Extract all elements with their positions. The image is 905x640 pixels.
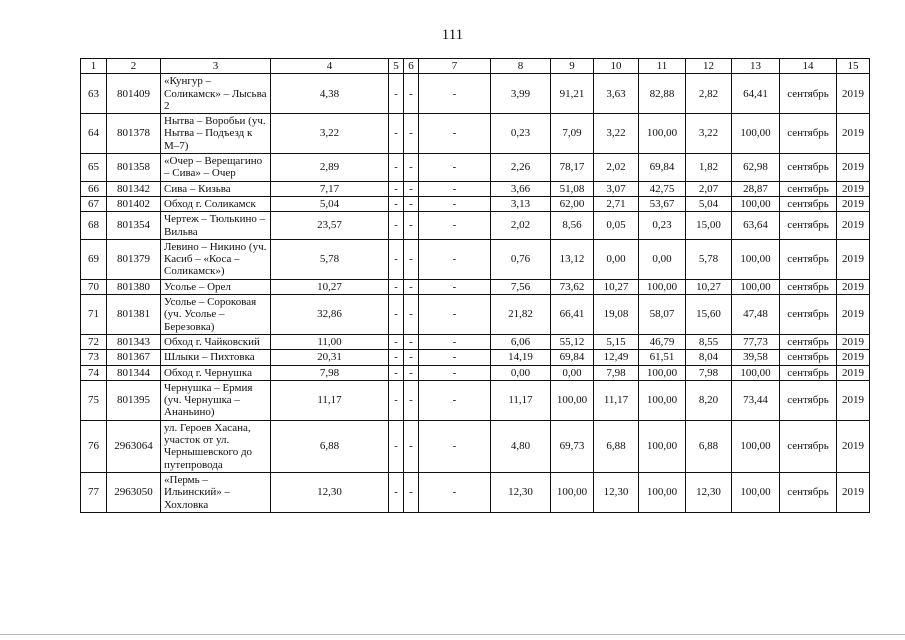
column-header-5: 5: [389, 59, 404, 74]
table-cell-col-13: 100,00: [732, 472, 780, 512]
column-header-3: 3: [161, 59, 271, 74]
table-cell-col-9: 69,84: [551, 350, 594, 365]
table-cell-col-5: -: [389, 420, 404, 472]
table-cell-col-8: 0,76: [491, 239, 551, 279]
table-cell-col-4: 3,22: [271, 114, 389, 154]
table-cell-col-5: -: [389, 154, 404, 182]
table-cell-col-4: 2,89: [271, 154, 389, 182]
table-cell-col-10: 2,71: [594, 196, 639, 211]
table-cell-col-5: -: [389, 334, 404, 349]
table-cell-col-14: сентябрь: [780, 350, 837, 365]
table-row: [81, 114, 870, 154]
column-header-6: 6: [404, 59, 419, 74]
table-cell-col-6: -: [404, 472, 419, 512]
table-cell-col-6: -: [404, 295, 419, 335]
table-cell-col-9: 73,62: [551, 279, 594, 294]
table-row: [81, 380, 870, 420]
table-cell-col-15: 2019: [837, 420, 870, 472]
table-row: [81, 350, 870, 365]
table-cell-col-7: -: [419, 212, 491, 240]
table-cell-col-15: 2019: [837, 350, 870, 365]
page-edge-divider: [0, 634, 905, 635]
table-cell-col-9: 66,41: [551, 295, 594, 335]
table-cell-col-4: 4,38: [271, 74, 389, 114]
table-cell-col-9: 7,09: [551, 114, 594, 154]
table-row: [81, 334, 870, 349]
table-cell-col-15: 2019: [837, 239, 870, 279]
table-cell-col-1: 67: [81, 196, 107, 211]
table-cell-col-10: 10,27: [594, 279, 639, 294]
table-cell-col-6: -: [404, 114, 419, 154]
table-cell-col-3: «Пермь – Ильинский» – Хохловка: [161, 472, 271, 512]
column-header-15: 15: [837, 59, 870, 74]
table-cell-col-10: 2,02: [594, 154, 639, 182]
table-cell-col-3: Сива – Кизьва: [161, 181, 271, 196]
table-cell-col-8: 14,19: [491, 350, 551, 365]
table-cell-col-1: 72: [81, 334, 107, 349]
table-cell-col-14: сентябрь: [780, 420, 837, 472]
table-cell-col-12: 1,82: [686, 154, 732, 182]
table-cell-col-10: 3,63: [594, 74, 639, 114]
table-cell-col-3: Обход г. Чайковский: [161, 334, 271, 349]
table-cell-col-13: 64,41: [732, 74, 780, 114]
table-cell-col-11: 0,23: [639, 212, 686, 240]
table-cell-col-12: 15,00: [686, 212, 732, 240]
table-cell-col-13: 62,98: [732, 154, 780, 182]
table-cell-col-1: 68: [81, 212, 107, 240]
table-cell-col-7: -: [419, 472, 491, 512]
table-cell-col-2: 801343: [107, 334, 161, 349]
table-cell-col-5: -: [389, 196, 404, 211]
table-cell-col-6: -: [404, 181, 419, 196]
table-cell-col-13: 39,58: [732, 350, 780, 365]
table-cell-col-15: 2019: [837, 279, 870, 294]
table-cell-col-10: 7,98: [594, 365, 639, 380]
table-cell-col-6: -: [404, 74, 419, 114]
table-cell-col-1: 74: [81, 365, 107, 380]
table-cell-col-8: 3,99: [491, 74, 551, 114]
table-cell-col-15: 2019: [837, 154, 870, 182]
table-cell-col-2: 801379: [107, 239, 161, 279]
table-cell-col-11: 100,00: [639, 420, 686, 472]
table-cell-col-8: 11,17: [491, 380, 551, 420]
table-row: [81, 472, 870, 512]
table-cell-col-12: 15,60: [686, 295, 732, 335]
table-cell-col-9: 51,08: [551, 181, 594, 196]
table-cell-col-15: 2019: [837, 472, 870, 512]
table-cell-col-8: 3,13: [491, 196, 551, 211]
column-header-12: 12: [686, 59, 732, 74]
table-cell-col-2: 801342: [107, 181, 161, 196]
table-cell-col-14: сентябрь: [780, 181, 837, 196]
page-number: 111: [441, 27, 464, 43]
table-body: [81, 74, 870, 513]
table-cell-col-11: 100,00: [639, 365, 686, 380]
table-cell-col-2: 2963050: [107, 472, 161, 512]
table-cell-col-12: 5,04: [686, 196, 732, 211]
table-cell-col-6: -: [404, 420, 419, 472]
table-cell-col-5: -: [389, 114, 404, 154]
table-cell-col-3: Чертеж – Тюлькино – Вильва: [161, 212, 271, 240]
table-cell-col-12: 7,98: [686, 365, 732, 380]
table-cell-col-12: 2,07: [686, 181, 732, 196]
table-cell-col-9: 69,73: [551, 420, 594, 472]
table-cell-col-14: сентябрь: [780, 212, 837, 240]
column-header-10: 10: [594, 59, 639, 74]
table-cell-col-9: 13,12: [551, 239, 594, 279]
table-cell-col-12: 10,27: [686, 279, 732, 294]
table-cell-col-5: -: [389, 350, 404, 365]
table-row: [81, 295, 870, 335]
table-cell-col-15: 2019: [837, 212, 870, 240]
table-cell-col-8: 2,02: [491, 212, 551, 240]
table-cell-col-6: -: [404, 196, 419, 211]
column-header-13: 13: [732, 59, 780, 74]
table-cell-col-11: 82,88: [639, 74, 686, 114]
table-cell-col-12: 6,88: [686, 420, 732, 472]
table-cell-col-7: -: [419, 181, 491, 196]
table-cell-col-2: 801378: [107, 114, 161, 154]
table-header-row: [81, 59, 870, 74]
table-cell-col-12: 2,82: [686, 74, 732, 114]
table-cell-col-7: -: [419, 239, 491, 279]
table-cell-col-1: 76: [81, 420, 107, 472]
table-cell-col-15: 2019: [837, 334, 870, 349]
table-cell-col-5: -: [389, 74, 404, 114]
table-cell-col-4: 5,04: [271, 196, 389, 211]
table-cell-col-1: 73: [81, 350, 107, 365]
table-cell-col-4: 7,98: [271, 365, 389, 380]
table-cell-col-4: 5,78: [271, 239, 389, 279]
table-cell-col-11: 58,07: [639, 295, 686, 335]
table-cell-col-13: 28,87: [732, 181, 780, 196]
table-cell-col-9: 62,00: [551, 196, 594, 211]
table-cell-col-14: сентябрь: [780, 279, 837, 294]
table-cell-col-10: 5,15: [594, 334, 639, 349]
table-cell-col-9: 91,21: [551, 74, 594, 114]
table-cell-col-14: сентябрь: [780, 196, 837, 211]
table-cell-col-12: 3,22: [686, 114, 732, 154]
table-cell-col-10: 0,05: [594, 212, 639, 240]
table-cell-col-2: 2963064: [107, 420, 161, 472]
column-header-7: 7: [419, 59, 491, 74]
table-cell-col-14: сентябрь: [780, 154, 837, 182]
table-cell-col-7: -: [419, 196, 491, 211]
table-cell-col-13: 100,00: [732, 196, 780, 211]
table-cell-col-8: 6,06: [491, 334, 551, 349]
table-cell-col-3: Усолье – Орел: [161, 279, 271, 294]
table-cell-col-11: 46,79: [639, 334, 686, 349]
table-cell-col-6: -: [404, 380, 419, 420]
table-cell-col-3: «Кунгур – Соликамск» – Лысьва 2: [161, 74, 271, 114]
table-cell-col-13: 100,00: [732, 420, 780, 472]
table-cell-col-10: 12,49: [594, 350, 639, 365]
table-row: [81, 420, 870, 472]
table-cell-col-12: 12,30: [686, 472, 732, 512]
table-cell-col-7: -: [419, 279, 491, 294]
table-cell-col-2: 801395: [107, 380, 161, 420]
table-cell-col-5: -: [389, 181, 404, 196]
table-row: [81, 239, 870, 279]
table-cell-col-13: 100,00: [732, 239, 780, 279]
table-cell-col-6: -: [404, 334, 419, 349]
table-cell-col-6: -: [404, 212, 419, 240]
table-cell-col-14: сентябрь: [780, 472, 837, 512]
table-cell-col-6: -: [404, 365, 419, 380]
table-cell-col-13: 77,73: [732, 334, 780, 349]
table-cell-col-14: сентябрь: [780, 380, 837, 420]
table-cell-col-1: 64: [81, 114, 107, 154]
table-cell-col-9: 55,12: [551, 334, 594, 349]
table-cell-col-10: 3,07: [594, 181, 639, 196]
table-cell-col-3: Шлыки – Пихтовка: [161, 350, 271, 365]
table-cell-col-7: -: [419, 74, 491, 114]
table-row: [81, 365, 870, 380]
table-cell-col-4: 11,17: [271, 380, 389, 420]
table-cell-col-13: 100,00: [732, 114, 780, 154]
table-cell-col-1: 69: [81, 239, 107, 279]
table-cell-col-3: Левино – Никино (уч. Касиб – «Коса – Соликамск»): [161, 239, 271, 279]
table-cell-col-5: -: [389, 295, 404, 335]
table-cell-col-5: -: [389, 380, 404, 420]
table-cell-col-2: 801409: [107, 74, 161, 114]
table-cell-col-4: 20,31: [271, 350, 389, 365]
table-cell-col-3: ул. Героев Хасана, участок от ул. Чернышевского до путепровода: [161, 420, 271, 472]
roads-table: [80, 58, 870, 513]
table-cell-col-8: 12,30: [491, 472, 551, 512]
table-cell-col-11: 0,00: [639, 239, 686, 279]
table-cell-col-7: -: [419, 154, 491, 182]
table-cell-col-8: 21,82: [491, 295, 551, 335]
table-cell-col-15: 2019: [837, 380, 870, 420]
table-cell-col-1: 63: [81, 74, 107, 114]
table-row: [81, 212, 870, 240]
table-cell-col-14: сентябрь: [780, 74, 837, 114]
table-cell-col-15: 2019: [837, 196, 870, 211]
table-cell-col-6: -: [404, 279, 419, 294]
column-header-8: 8: [491, 59, 551, 74]
table-cell-col-14: сентябрь: [780, 114, 837, 154]
table-row: [81, 181, 870, 196]
table-cell-col-4: 12,30: [271, 472, 389, 512]
table-cell-col-10: 11,17: [594, 380, 639, 420]
table-cell-col-9: 100,00: [551, 380, 594, 420]
table-cell-col-7: -: [419, 420, 491, 472]
table-row: [81, 196, 870, 211]
table-cell-col-4: 23,57: [271, 212, 389, 240]
table-cell-col-9: 100,00: [551, 472, 594, 512]
table-cell-col-8: 3,66: [491, 181, 551, 196]
table-cell-col-11: 100,00: [639, 279, 686, 294]
table-cell-col-4: 10,27: [271, 279, 389, 294]
table-cell-col-10: 12,30: [594, 472, 639, 512]
table-cell-col-9: 78,17: [551, 154, 594, 182]
table-cell-col-10: 6,88: [594, 420, 639, 472]
table-cell-col-3: Чернушка – Ермия (уч. Чернушка – Ананьино): [161, 380, 271, 420]
table-cell-col-1: 66: [81, 181, 107, 196]
table-cell-col-5: -: [389, 365, 404, 380]
table-row: [81, 154, 870, 182]
table-cell-col-11: 53,67: [639, 196, 686, 211]
table-cell-col-4: 7,17: [271, 181, 389, 196]
table-cell-col-10: 3,22: [594, 114, 639, 154]
table-cell-col-8: 7,56: [491, 279, 551, 294]
table-cell-col-7: -: [419, 295, 491, 335]
table-cell-col-2: 801367: [107, 350, 161, 365]
table-cell-col-7: -: [419, 334, 491, 349]
table-cell-col-14: сентябрь: [780, 334, 837, 349]
table-cell-col-6: -: [404, 154, 419, 182]
table-cell-col-2: 801402: [107, 196, 161, 211]
table-cell-col-12: 8,55: [686, 334, 732, 349]
table-cell-col-10: 0,00: [594, 239, 639, 279]
column-header-14: 14: [780, 59, 837, 74]
table-cell-col-13: 47,48: [732, 295, 780, 335]
table-cell-col-8: 2,26: [491, 154, 551, 182]
table-cell-col-7: -: [419, 365, 491, 380]
column-header-4: 4: [271, 59, 389, 74]
table-cell-col-15: 2019: [837, 365, 870, 380]
table-cell-col-11: 42,75: [639, 181, 686, 196]
table-cell-col-3: Обход г. Чернушка: [161, 365, 271, 380]
table-cell-col-8: 0,23: [491, 114, 551, 154]
table-cell-col-1: 70: [81, 279, 107, 294]
table-cell-col-15: 2019: [837, 114, 870, 154]
table-cell-col-12: 8,04: [686, 350, 732, 365]
table-cell-col-13: 63,64: [732, 212, 780, 240]
table-cell-col-4: 32,86: [271, 295, 389, 335]
table-cell-col-7: -: [419, 350, 491, 365]
table-cell-col-11: 61,51: [639, 350, 686, 365]
table-cell-col-11: 69,84: [639, 154, 686, 182]
table-cell-col-5: -: [389, 279, 404, 294]
table-cell-col-15: 2019: [837, 181, 870, 196]
table-cell-col-4: 11,00: [271, 334, 389, 349]
table-cell-col-2: 801381: [107, 295, 161, 335]
table-cell-col-5: -: [389, 212, 404, 240]
table-cell-col-8: 0,00: [491, 365, 551, 380]
table-cell-col-3: Обход г. Соликамск: [161, 196, 271, 211]
table-cell-col-3: Усолье – Сороковая (уч. Усолье – Березовка): [161, 295, 271, 335]
table-cell-col-1: 77: [81, 472, 107, 512]
table-cell-col-13: 100,00: [732, 279, 780, 294]
column-header-11: 11: [639, 59, 686, 74]
table-cell-col-2: 801344: [107, 365, 161, 380]
table-cell-col-7: -: [419, 380, 491, 420]
table-cell-col-4: 6,88: [271, 420, 389, 472]
table-cell-col-5: -: [389, 239, 404, 279]
table-cell-col-12: 8,20: [686, 380, 732, 420]
table-cell-col-5: -: [389, 472, 404, 512]
table-cell-col-9: 0,00: [551, 365, 594, 380]
table-cell-col-1: 75: [81, 380, 107, 420]
column-header-2: 2: [107, 59, 161, 74]
table-cell-col-9: 8,56: [551, 212, 594, 240]
table-cell-col-12: 5,78: [686, 239, 732, 279]
table-cell-col-15: 2019: [837, 74, 870, 114]
table-cell-col-11: 100,00: [639, 380, 686, 420]
table-cell-col-6: -: [404, 239, 419, 279]
table-cell-col-11: 100,00: [639, 472, 686, 512]
table-cell-col-14: сентябрь: [780, 295, 837, 335]
table-cell-col-2: 801354: [107, 212, 161, 240]
column-header-1: 1: [81, 59, 107, 74]
table-cell-col-3: «Очер – Верещагино – Сива» – Очер: [161, 154, 271, 182]
table-cell-col-3: Нытва – Воробьи (уч. Нытва – Подъезд к М–7): [161, 114, 271, 154]
table-cell-col-1: 71: [81, 295, 107, 335]
table-cell-col-15: 2019: [837, 295, 870, 335]
table-cell-col-6: -: [404, 350, 419, 365]
table-cell-col-14: сентябрь: [780, 365, 837, 380]
table-cell-col-1: 65: [81, 154, 107, 182]
table-cell-col-10: 19,08: [594, 295, 639, 335]
table-cell-col-11: 100,00: [639, 114, 686, 154]
table-row: [81, 74, 870, 114]
table-cell-col-13: 73,44: [732, 380, 780, 420]
table-cell-col-2: 801380: [107, 279, 161, 294]
table-cell-col-2: 801358: [107, 154, 161, 182]
table-row: [81, 279, 870, 294]
table-cell-col-8: 4,80: [491, 420, 551, 472]
table-cell-col-7: -: [419, 114, 491, 154]
table-cell-col-14: сентябрь: [780, 239, 837, 279]
column-header-9: 9: [551, 59, 594, 74]
table-cell-col-13: 100,00: [732, 365, 780, 380]
